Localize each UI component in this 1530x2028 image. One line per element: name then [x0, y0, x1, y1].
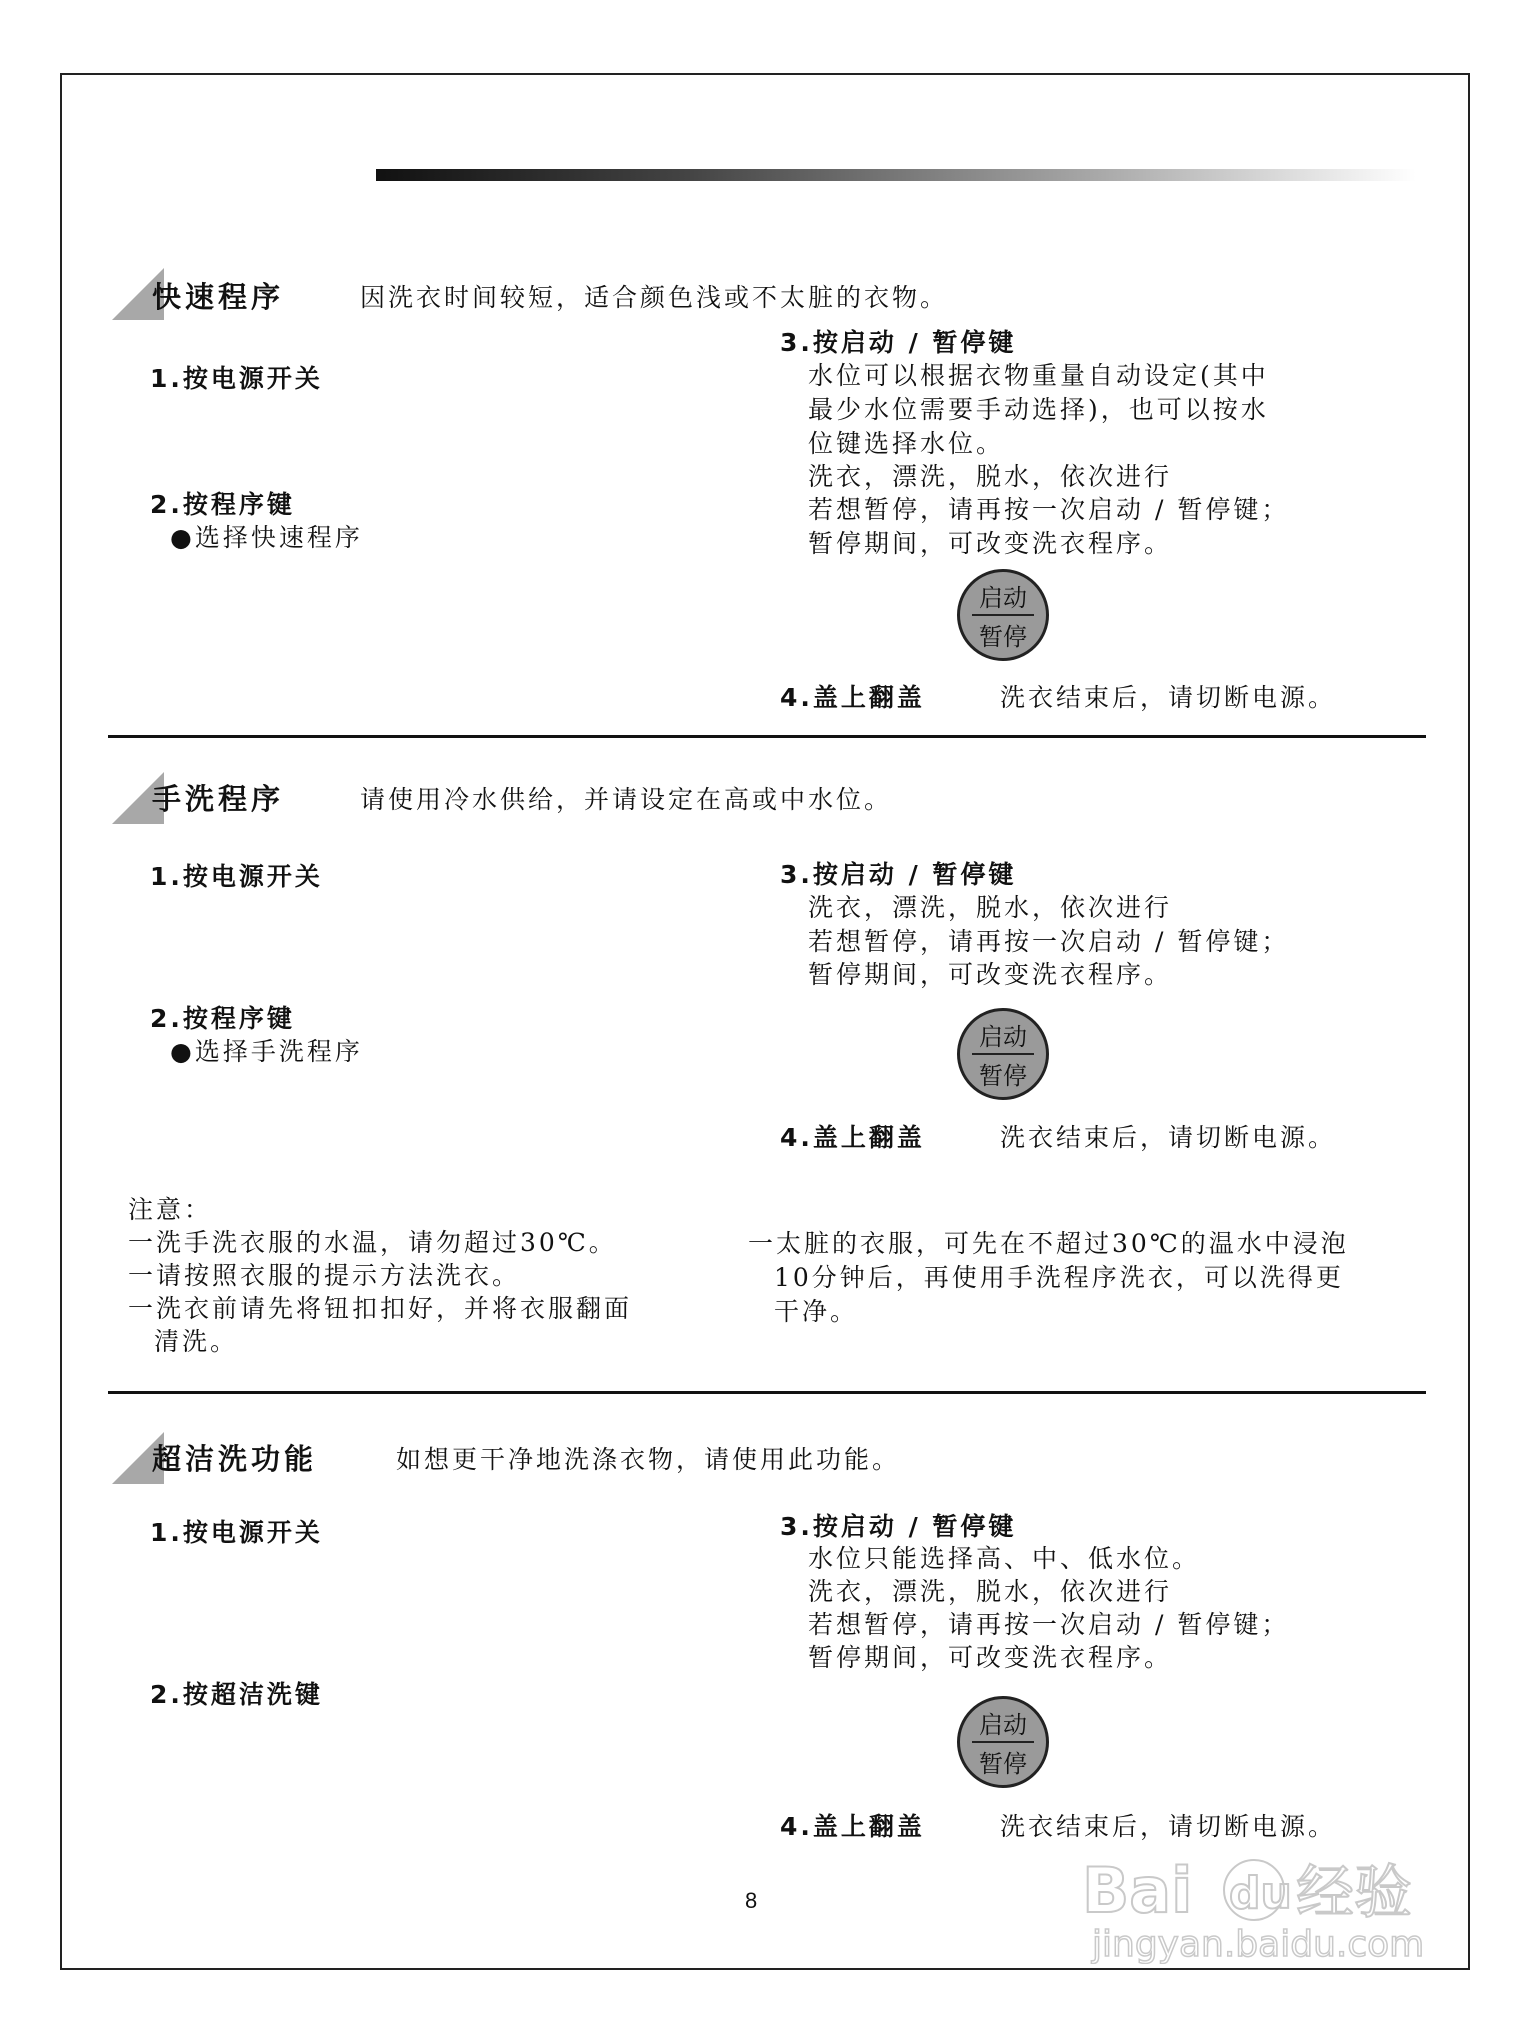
- step-3-line: 若想暂停，请再按一次启动 / 暂停键；: [808, 927, 1290, 956]
- start-pause-button-illustration: [957, 1008, 1049, 1100]
- button-label-top: 启动: [979, 1023, 1027, 1051]
- button-label-bottom: 暂停: [979, 623, 1027, 651]
- step-2-bullet: ●选择手洗程序: [170, 1037, 363, 1066]
- step-3-line: 洗衣，漂洗，脱水，依次进行: [808, 1577, 1173, 1606]
- step-3-line: 若想暂停，请再按一次启动 / 暂停键；: [808, 1610, 1290, 1639]
- step-3-line: 暂停期间，可改变洗衣程序。: [808, 960, 1173, 989]
- button-label-bottom: 暂停: [979, 1062, 1027, 1090]
- step-4-text: 洗衣结束后，请切断电源。: [1000, 1123, 1337, 1152]
- page-number: 8: [745, 1888, 758, 1913]
- step-3-line: 位键选择水位。: [808, 429, 1005, 458]
- section-desc: 因洗衣时间较短，适合颜色浅或不太脏的衣物。: [360, 283, 949, 312]
- step-4: 4.盖上翻盖: [780, 1123, 925, 1152]
- step-3-line: 水位只能选择高、中、低水位。: [808, 1544, 1201, 1573]
- button-divider: [972, 1053, 1034, 1055]
- section-desc: 请使用冷水供给，并请设定在高或中水位。: [360, 785, 893, 814]
- step-1: 1.按电源开关: [150, 1518, 323, 1547]
- button-label-bottom: 暂停: [979, 1750, 1027, 1778]
- note-item: 清洗。: [154, 1327, 239, 1356]
- baidu-jingyan-watermark-icon: [1072, 1838, 1462, 1964]
- step-3: 3.按启动 / 暂停键: [780, 328, 1017, 357]
- step-3-line: 若想暂停，请再按一次启动 / 暂停键；: [808, 495, 1290, 524]
- step-3-line: 洗衣，漂洗，脱水，依次进行: [808, 893, 1173, 922]
- note-item: 一太脏的衣服，可先在不超过30℃的温水中浸泡: [748, 1229, 1349, 1258]
- watermark-cn: 经验: [1296, 1858, 1413, 1926]
- step-3: 3.按启动 / 暂停键: [780, 1512, 1017, 1541]
- watermark-brand: Bai: [1082, 1854, 1193, 1927]
- step-1: 1.按电源开关: [150, 862, 323, 891]
- section-title: 手洗程序: [152, 782, 285, 816]
- header-gradient-bar: [376, 169, 1416, 181]
- watermark-url: jingyan.baidu.com: [1092, 1924, 1425, 1964]
- step-4-text: 洗衣结束后，请切断电源。: [1000, 1812, 1337, 1841]
- note-title: 注意：: [128, 1195, 213, 1224]
- start-pause-button-illustration: [957, 1696, 1049, 1788]
- section-divider: [108, 1391, 1426, 1394]
- step-2: 2.按程序键: [150, 490, 295, 519]
- button-label-top: 启动: [979, 584, 1027, 612]
- start-pause-button-illustration: [957, 569, 1049, 661]
- step-3-line: 最少水位需要手动选择)，也可以按水: [808, 395, 1269, 424]
- note-item: 干净。: [774, 1297, 859, 1326]
- step-4: 4.盖上翻盖: [780, 683, 925, 712]
- section-divider: [108, 735, 1426, 738]
- step-3-line: 水位可以根据衣物重量自动设定(其中: [808, 361, 1269, 390]
- watermark-brand2: du: [1229, 1868, 1292, 1919]
- step-3-line: 暂停期间，可改变洗衣程序。: [808, 529, 1173, 558]
- section-title: 超洁洗功能: [152, 1442, 318, 1476]
- button-label-top: 启动: [979, 1711, 1027, 1739]
- step-1: 1.按电源开关: [150, 364, 323, 393]
- note-item: 一洗衣前请先将钮扣扣好，并将衣服翻面: [128, 1294, 633, 1323]
- section-title: 快速程序: [152, 280, 285, 314]
- button-divider: [972, 1741, 1034, 1743]
- note-item: 10分钟后，再使用手洗程序洗衣，可以洗得更: [774, 1263, 1344, 1292]
- step-2-bullet: ●选择快速程序: [170, 523, 363, 552]
- step-3-line: 暂停期间，可改变洗衣程序。: [808, 1643, 1173, 1672]
- step-2: 2.按程序键: [150, 1004, 295, 1033]
- section-desc: 如想更干净地洗涤衣物，请使用此功能。: [396, 1445, 901, 1474]
- step-4-text: 洗衣结束后，请切断电源。: [1000, 683, 1337, 712]
- note-item: 一请按照衣服的提示方法洗衣。: [128, 1261, 521, 1290]
- step-4: 4.盖上翻盖: [780, 1812, 925, 1841]
- button-divider: [972, 614, 1034, 616]
- step-3-line: 洗衣，漂洗，脱水，依次进行: [808, 462, 1173, 491]
- step-3: 3.按启动 / 暂停键: [780, 860, 1017, 889]
- note-item: 一洗手洗衣服的水温，请勿超过30℃。: [128, 1228, 617, 1257]
- step-2: 2.按超洁洗键: [150, 1680, 323, 1709]
